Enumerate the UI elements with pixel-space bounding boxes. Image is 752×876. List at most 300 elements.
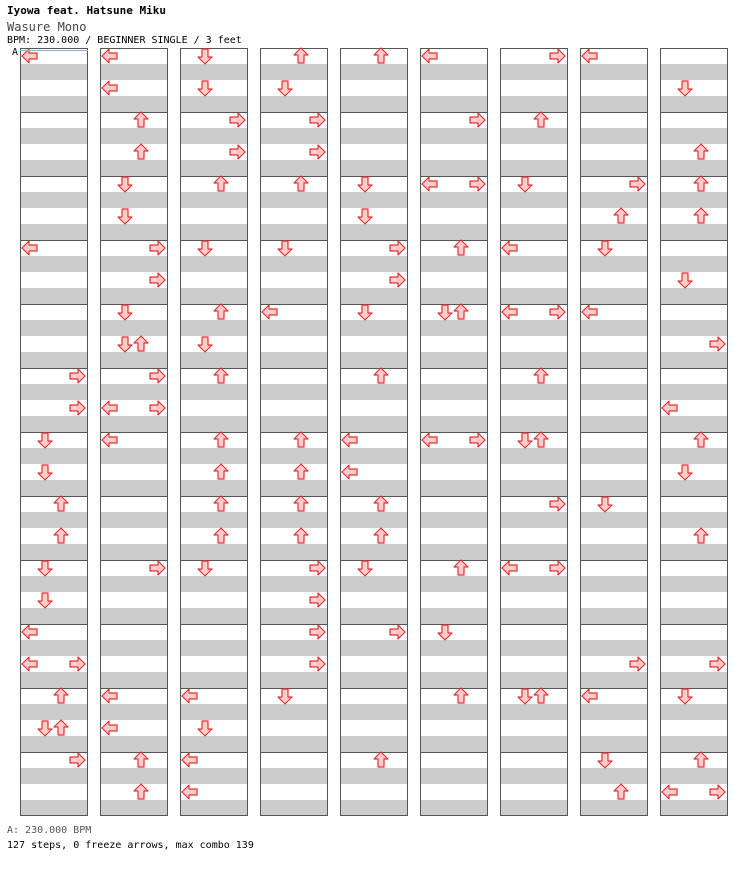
beat-stripe [260,128,328,144]
beat-stripe [20,416,88,432]
beat-stripe [420,128,488,144]
beat-stripe [580,288,648,304]
beat-stripe [660,160,728,176]
right-arrow-icon [70,753,85,767]
beat-stripe [20,736,88,752]
beat-stripe [420,480,488,496]
beat-stripe [340,288,408,304]
beat-stripe [420,288,488,304]
beat-stripe [100,96,168,112]
beat-stripe [340,64,408,80]
beat-stripe [340,480,408,496]
beat-stripe [660,192,728,208]
beat-stripe [580,480,648,496]
up-arrow-icon [54,688,68,703]
beat-stripe [100,288,168,304]
up-arrow-icon [54,496,68,511]
down-arrow-icon [198,49,212,64]
up-arrow-icon [134,336,148,351]
beat-stripe [500,704,568,720]
bpm-marker-line [20,50,88,51]
bpm-marker-label: A [12,47,19,58]
up-arrow-icon [614,208,628,223]
beat-stripe [20,704,88,720]
beat-stripe [180,128,248,144]
beat-stripe [420,320,488,336]
up-arrow-icon [294,48,308,63]
right-arrow-icon [550,49,565,63]
beat-stripe [100,480,168,496]
down-arrow-icon [118,177,132,192]
beat-stripe [100,160,168,176]
beat-stripe [180,480,248,496]
up-arrow-icon [694,144,708,159]
beat-stripe [100,384,168,400]
beat-stripe [420,704,488,720]
beat-stripe [420,96,488,112]
beat-stripe [260,160,328,176]
up-arrow-icon [694,528,708,543]
beat-stripe [100,512,168,528]
beat-stripe [500,224,568,240]
beat-stripe [260,480,328,496]
beat-stripe [660,736,728,752]
beat-stripe [100,352,168,368]
up-arrow-icon [214,464,228,479]
beat-stripe [20,288,88,304]
beat-stripe [20,224,88,240]
beat-stripe [20,96,88,112]
beat-stripe [260,672,328,688]
up-arrow-icon [214,432,228,447]
beat-stripe [500,160,568,176]
beat-stripe [20,544,88,560]
beat-stripe [180,160,248,176]
beat-stripe [420,160,488,176]
left-arrow-icon [582,49,597,63]
beat-stripe [20,640,88,656]
song-artist: Iyowa feat. Hatsune Miku [7,4,166,17]
beat-stripe [20,160,88,176]
beat-stripe [420,256,488,272]
down-arrow-icon [518,689,532,704]
left-arrow-icon [102,81,117,95]
beat-stripe [500,544,568,560]
beat-stripe [260,384,328,400]
left-arrow-icon [422,177,437,191]
beat-stripe [580,736,648,752]
beat-stripe [340,544,408,560]
beat-stripe [340,192,408,208]
beat-stripe [20,384,88,400]
beat-stripe [420,448,488,464]
down-arrow-icon [678,81,692,96]
up-arrow-icon [214,176,228,191]
up-arrow-icon [454,240,468,255]
left-arrow-icon [182,785,197,799]
down-arrow-icon [198,337,212,352]
up-arrow-icon [294,464,308,479]
beat-stripe [260,608,328,624]
right-arrow-icon [390,625,405,639]
beat-stripe [100,448,168,464]
beat-stripe [580,512,648,528]
beat-stripe [260,288,328,304]
beat-stripe [180,704,248,720]
beat-stripe [100,736,168,752]
beat-stripe [660,416,728,432]
left-arrow-icon [102,689,117,703]
beat-stripe [500,800,568,816]
beat-stripe [20,64,88,80]
beat-stripe [660,800,728,816]
beat-stripe [20,672,88,688]
chart-column [500,49,568,817]
beat-stripe [20,192,88,208]
down-arrow-icon [118,209,132,224]
down-arrow-icon [358,561,372,576]
beat-stripe [260,640,328,656]
beat-stripe [420,544,488,560]
up-arrow-icon [374,528,388,543]
left-arrow-icon [422,49,437,63]
beat-stripe [340,608,408,624]
beat-stripe [260,224,328,240]
beat-stripe [660,640,728,656]
beat-stripe [660,256,728,272]
beat-stripe [580,192,648,208]
right-arrow-icon [310,561,325,575]
right-arrow-icon [630,177,645,191]
beat-stripe [180,416,248,432]
right-arrow-icon [310,145,325,159]
right-arrow-icon [150,273,165,287]
beat-stripe [660,320,728,336]
down-arrow-icon [518,177,532,192]
down-arrow-icon [38,721,52,736]
beat-stripe [340,512,408,528]
beat-stripe [420,64,488,80]
beat-stripe [580,352,648,368]
up-arrow-icon [614,784,628,799]
beat-stripe [420,672,488,688]
beat-stripe [180,800,248,816]
beat-stripe [580,448,648,464]
beat-stripe [340,384,408,400]
right-arrow-icon [310,625,325,639]
up-arrow-icon [134,784,148,799]
down-arrow-icon [358,177,372,192]
beat-stripe [340,640,408,656]
beat-stripe [180,288,248,304]
beat-stripe [500,576,568,592]
down-arrow-icon [38,465,52,480]
beat-stripe [260,736,328,752]
right-arrow-icon [710,785,725,799]
beat-stripe [580,800,648,816]
right-arrow-icon [150,369,165,383]
beat-stripe [180,64,248,80]
beat-stripe [660,224,728,240]
beat-stripe [100,224,168,240]
right-arrow-icon [470,113,485,127]
beat-stripe [180,224,248,240]
beat-stripe [260,800,328,816]
down-arrow-icon [38,593,52,608]
down-arrow-icon [278,81,292,96]
down-arrow-icon [278,689,292,704]
up-arrow-icon [54,720,68,735]
beat-stripe [500,640,568,656]
up-arrow-icon [214,304,228,319]
up-arrow-icon [214,496,228,511]
beat-stripe [180,608,248,624]
left-arrow-icon [22,657,37,671]
right-arrow-icon [470,177,485,191]
beat-stripe [100,192,168,208]
right-arrow-icon [310,113,325,127]
beat-stripe [580,128,648,144]
beat-stripe [100,544,168,560]
beat-stripe [20,128,88,144]
right-arrow-icon [390,273,405,287]
beat-stripe [420,416,488,432]
beat-stripe [260,576,328,592]
beat-stripe [420,768,488,784]
left-arrow-icon [582,305,597,319]
down-arrow-icon [118,337,132,352]
left-arrow-icon [102,721,117,735]
beat-stripe [180,256,248,272]
up-arrow-icon [694,208,708,223]
beat-stripe [580,224,648,240]
up-arrow-icon [534,368,548,383]
beat-stripe [340,672,408,688]
beat-stripe [660,96,728,112]
chart-meta: BPM: 230.000 / BEGINNER SINGLE / 3 feet [7,35,242,46]
right-arrow-icon [150,401,165,415]
beat-stripe [420,800,488,816]
beat-stripe [340,128,408,144]
up-arrow-icon [214,368,228,383]
beat-stripe [260,96,328,112]
chart-column [20,49,88,817]
right-arrow-icon [230,145,245,159]
up-arrow-icon [134,112,148,127]
up-arrow-icon [134,144,148,159]
right-arrow-icon [70,657,85,671]
beat-stripe [500,256,568,272]
beat-stripe [340,704,408,720]
down-arrow-icon [598,241,612,256]
beat-stripe [100,128,168,144]
beat-stripe [660,128,728,144]
right-arrow-icon [550,561,565,575]
right-arrow-icon [310,593,325,607]
beat-stripe [260,192,328,208]
beat-stripe [180,448,248,464]
left-arrow-icon [502,241,517,255]
beat-stripe [180,384,248,400]
beat-stripe [260,416,328,432]
beat-stripe [580,544,648,560]
beat-stripe [260,544,328,560]
beat-stripe [420,640,488,656]
beat-stripe [580,64,648,80]
beat-stripe [660,288,728,304]
beat-stripe [260,320,328,336]
down-arrow-icon [678,465,692,480]
down-arrow-icon [598,753,612,768]
up-arrow-icon [454,304,468,319]
down-arrow-icon [358,209,372,224]
beat-stripe [500,128,568,144]
up-arrow-icon [454,560,468,575]
beat-stripe [420,192,488,208]
beat-stripe [580,768,648,784]
beat-stripe [180,672,248,688]
beat-stripe [420,608,488,624]
beat-stripe [500,608,568,624]
beat-stripe [100,800,168,816]
beat-stripe [180,352,248,368]
beat-stripe [580,704,648,720]
beat-stripe [180,192,248,208]
beat-stripe [420,736,488,752]
left-arrow-icon [182,689,197,703]
beat-stripe [340,96,408,112]
right-arrow-icon [630,657,645,671]
beat-stripe [100,256,168,272]
up-arrow-icon [214,528,228,543]
beat-stripe [180,640,248,656]
beat-stripe [100,320,168,336]
beat-stripe [340,768,408,784]
chart-column [100,49,168,817]
beat-stripe [260,64,328,80]
down-arrow-icon [198,81,212,96]
beat-stripe [180,544,248,560]
right-arrow-icon [550,497,565,511]
chart-column [420,49,488,817]
beat-stripe [260,352,328,368]
beat-stripe [340,256,408,272]
left-arrow-icon [182,753,197,767]
chart-column [340,48,408,816]
up-arrow-icon [294,176,308,191]
beat-stripe [500,768,568,784]
left-arrow-icon [342,465,357,479]
beat-stripe [500,288,568,304]
beat-stripe [20,800,88,816]
beat-stripe [660,608,728,624]
beat-stripe [660,704,728,720]
up-arrow-icon [694,176,708,191]
up-arrow-icon [294,496,308,511]
right-arrow-icon [70,401,85,415]
beat-stripe [660,576,728,592]
beat-stripe [580,672,648,688]
beat-stripe [500,64,568,80]
bpm-summary: A: 230.000 BPM [7,825,92,836]
beat-stripe [500,448,568,464]
left-arrow-icon [662,785,677,799]
beat-stripe [420,576,488,592]
beat-stripe [580,256,648,272]
beat-stripe [500,320,568,336]
chart-column [580,49,648,817]
right-arrow-icon [230,113,245,127]
beat-stripe [660,480,728,496]
beat-stripe [660,512,728,528]
beat-stripe [20,768,88,784]
beat-stripe [20,608,88,624]
beat-stripe [340,800,408,816]
step-summary: 127 steps, 0 freeze arrows, max combo 139 [7,840,254,851]
beat-stripe [580,416,648,432]
down-arrow-icon [678,689,692,704]
beat-stripe [660,544,728,560]
beat-stripe [100,608,168,624]
beat-stripe [500,736,568,752]
beat-stripe [260,704,328,720]
down-arrow-icon [198,241,212,256]
right-arrow-icon [150,241,165,255]
beat-stripe [420,512,488,528]
beat-stripe [340,736,408,752]
beat-stripe [20,512,88,528]
right-arrow-icon [550,305,565,319]
left-arrow-icon [22,49,37,63]
left-arrow-icon [502,305,517,319]
up-arrow-icon [134,752,148,767]
beat-stripe [580,640,648,656]
beat-stripe [180,768,248,784]
beat-stripe [580,320,648,336]
up-arrow-icon [534,112,548,127]
beat-stripe [340,160,408,176]
down-arrow-icon [278,241,292,256]
right-arrow-icon [150,561,165,575]
up-arrow-icon [374,48,388,63]
beat-stripe [660,352,728,368]
beat-stripe [100,64,168,80]
down-arrow-icon [38,433,52,448]
beat-stripe [180,576,248,592]
beat-stripe [260,768,328,784]
beat-stripe [180,96,248,112]
left-arrow-icon [662,401,677,415]
beat-stripe [20,352,88,368]
chart-column [180,49,248,817]
left-arrow-icon [102,401,117,415]
beat-stripe [660,384,728,400]
beat-stripe [340,352,408,368]
beat-stripe [500,352,568,368]
beat-stripe [340,448,408,464]
right-arrow-icon [310,657,325,671]
beat-stripe [100,576,168,592]
beat-stripe [340,224,408,240]
down-arrow-icon [118,305,132,320]
chart-column [660,49,728,817]
beat-stripe [580,160,648,176]
left-arrow-icon [22,241,37,255]
down-arrow-icon [358,305,372,320]
chart-column [260,48,328,816]
beat-stripe [500,416,568,432]
up-arrow-icon [694,752,708,767]
